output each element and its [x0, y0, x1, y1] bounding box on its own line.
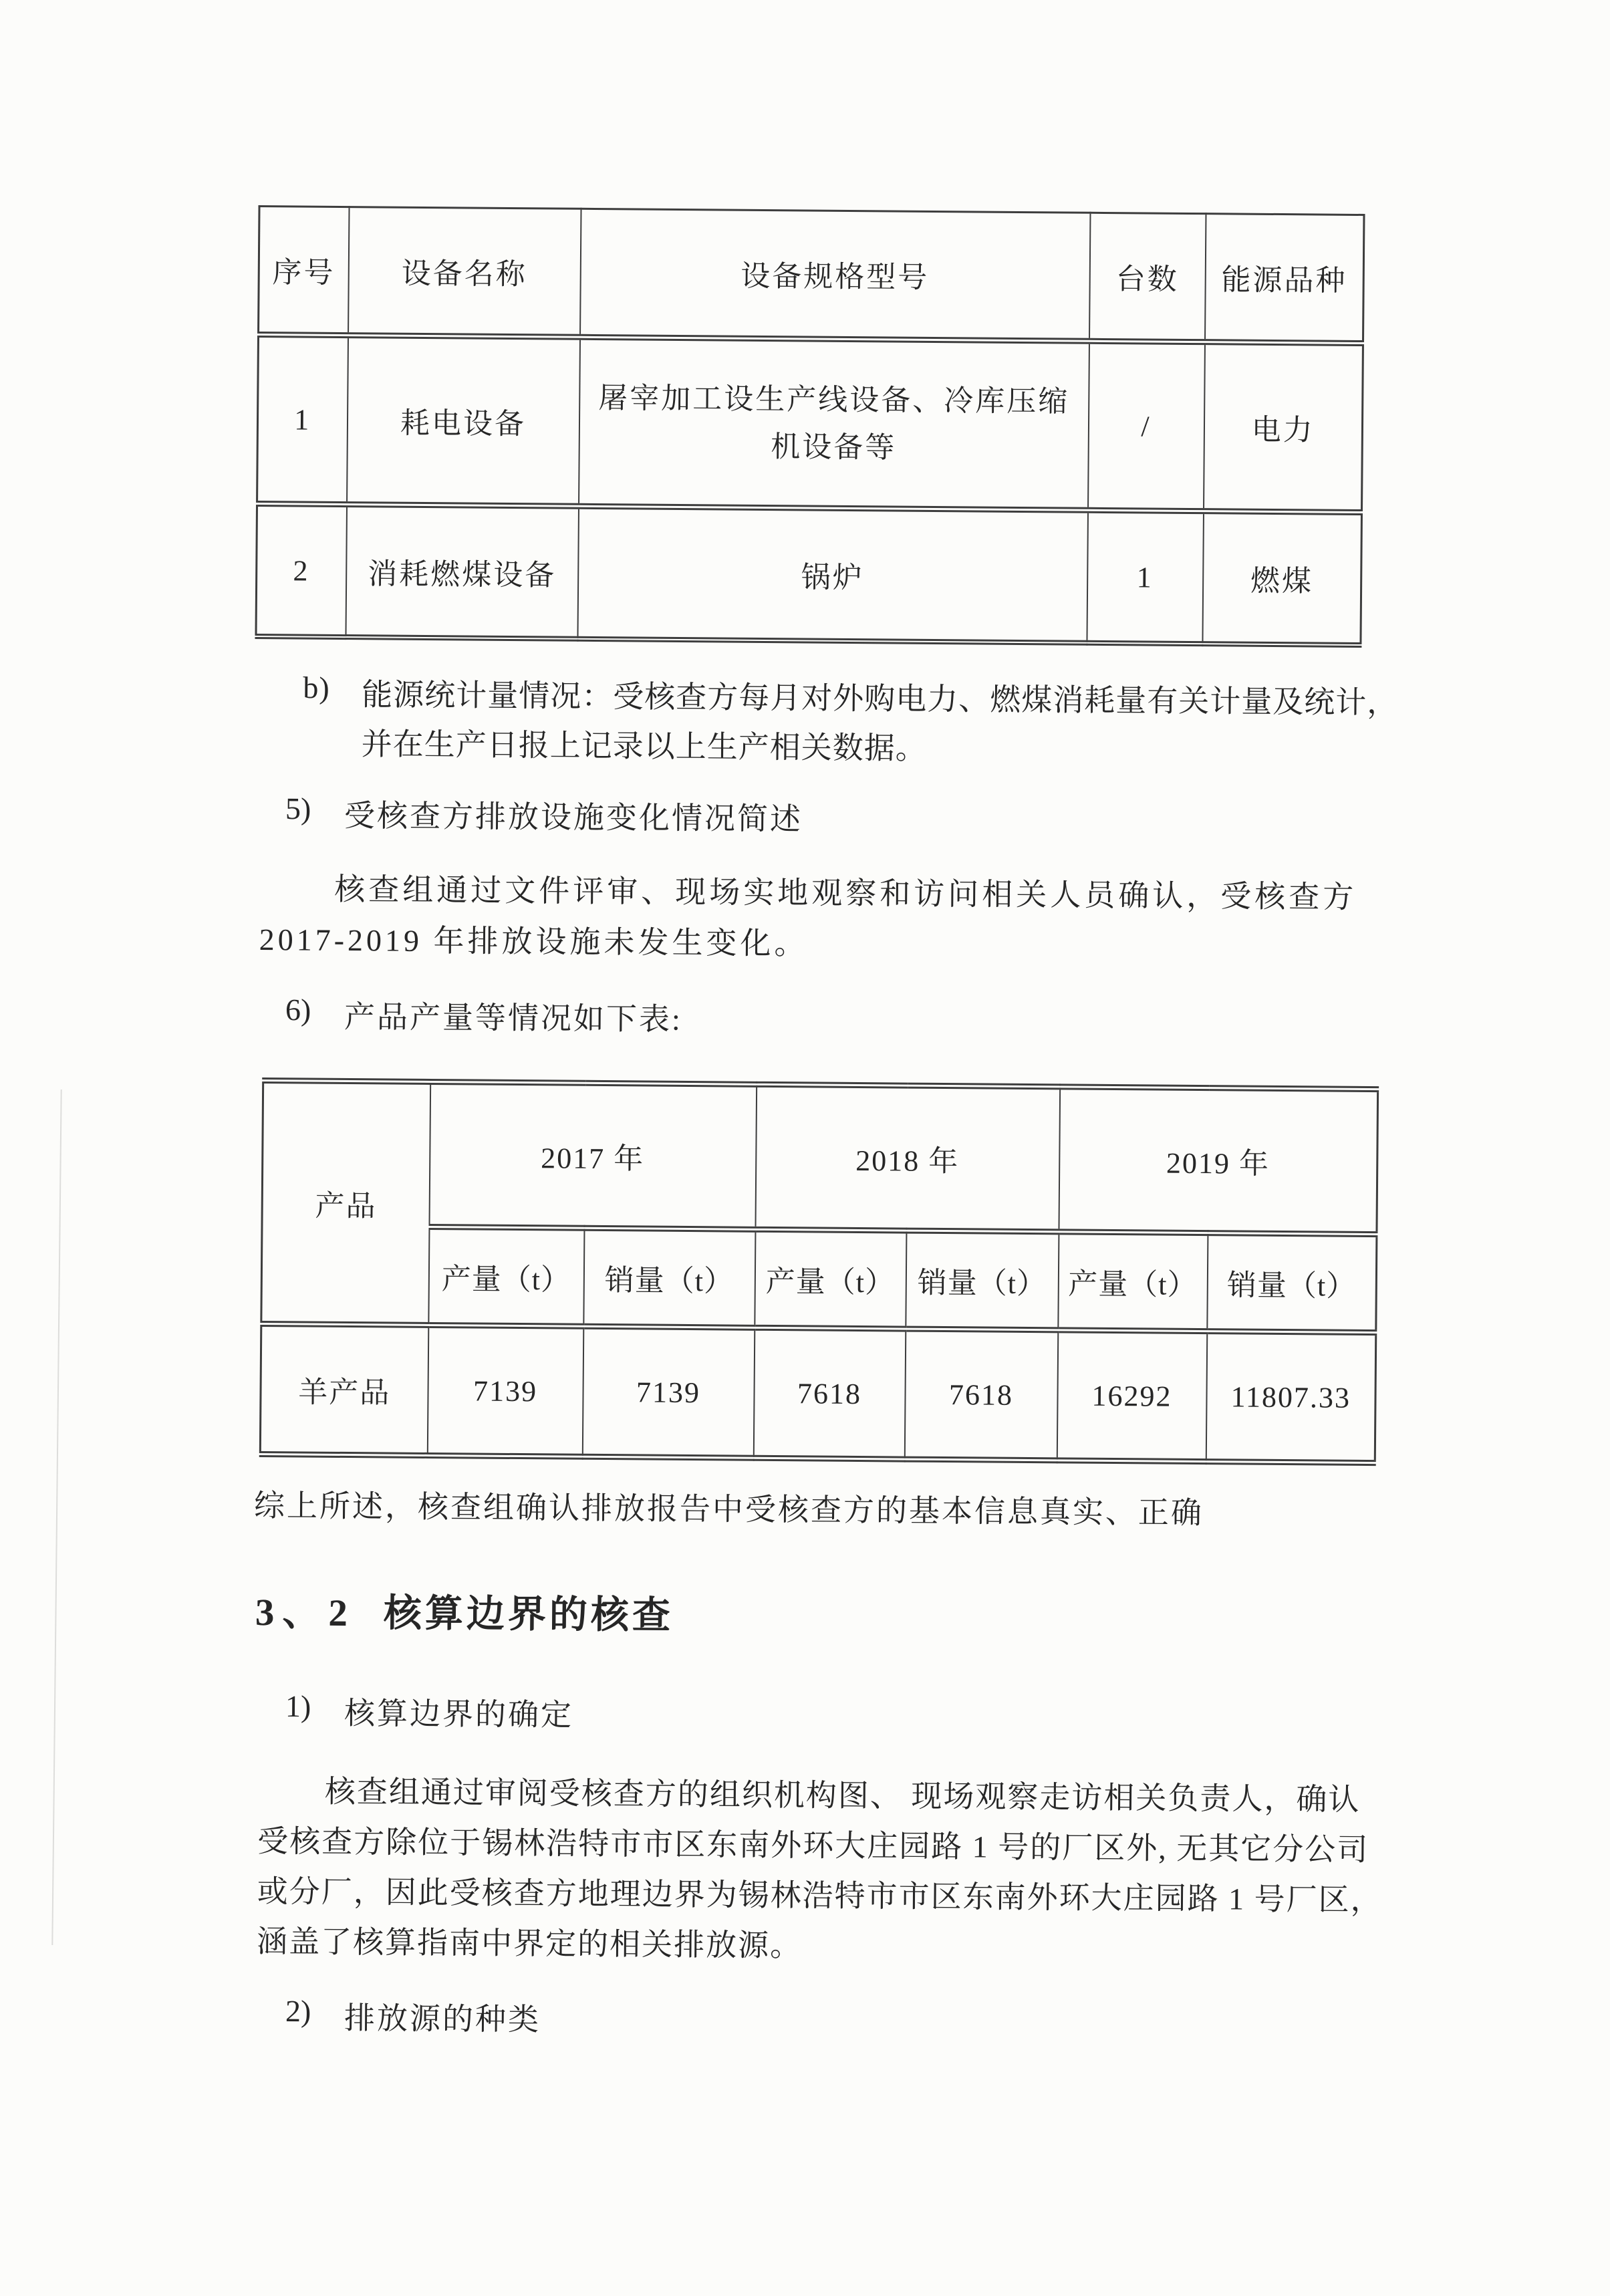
cell-equipment-count: 1	[1087, 510, 1204, 644]
table-row	[260, 1324, 1375, 1463]
cell-sales-2018: 7618	[904, 1329, 1058, 1460]
scan-artifact-line	[51, 1090, 61, 1945]
list-marker: 5)	[285, 791, 311, 826]
year-header-2017: 2017 年	[429, 1081, 757, 1229]
subheader-output-2017: 产量（t）	[428, 1227, 584, 1326]
products-corner-header: 产品	[261, 1081, 430, 1325]
paragraph-accounting-boundary	[257, 1766, 1383, 1975]
list-item-text	[361, 670, 1398, 777]
cell-product-name: 羊产品	[260, 1324, 428, 1456]
cell-equipment-spec: 锅炉	[577, 506, 1088, 642]
equipment-col-header-count: 台数	[1089, 213, 1206, 342]
summary-statement: 综上所述，核查组确认排放报告中受核查方的基本信息真实、正确	[253, 1489, 1204, 1531]
subheader-sales-2019: 销量（t）	[1207, 1233, 1377, 1333]
section-title: 核算边界的核查	[383, 1592, 674, 1637]
cell-row-no: 1	[257, 335, 348, 505]
text-line: 核查组通过文件评审、现场实地观察和访问相关人员确认，受核查方	[334, 872, 1357, 914]
section-heading	[255, 1581, 674, 1640]
list-marker: 6)	[285, 993, 311, 1027]
cell-sales-2019: 11807.33	[1206, 1331, 1376, 1463]
text-line: 或分厂，因此受核查方地理边界为锡林浩特市市区东南外环大庄园路 1 号厂区，	[257, 1874, 1383, 1918]
table-row	[256, 504, 1362, 645]
list-item-text: 核算边界的确定	[344, 1696, 574, 1733]
text-line: 2017-2019 年排放设施未发生变化。	[259, 922, 809, 961]
spec-line: 屠宰加工设生产线设备、冷库压缩	[598, 381, 1070, 418]
subheader-sales-2018: 销量（t）	[906, 1231, 1059, 1330]
products-table-subheader-row	[261, 1226, 1377, 1333]
text-line: 核查组通过审阅受核查方的组织机构图、 现场观察走访相关负责人，确认	[324, 1774, 1361, 1817]
equipment-col-header-no: 序号	[259, 207, 350, 336]
list-marker: 2)	[285, 1994, 311, 2029]
products-table	[259, 1077, 1379, 1466]
paragraph-emission-facilities	[259, 864, 1357, 974]
cell-equipment-count: /	[1088, 341, 1205, 511]
cell-energy-type: 电力	[1203, 342, 1363, 513]
cell-energy-type: 燃煤	[1202, 511, 1362, 645]
cell-output-2017: 7139	[427, 1325, 583, 1456]
cell-equipment-name: 消耗燃煤设备	[346, 505, 579, 639]
list-marker: b)	[303, 670, 330, 705]
text-line: 受核查方除位于锡林浩特市市区东南外环大庄园路 1 号的厂区外, 无其它分公司	[257, 1824, 1369, 1868]
cell-equipment-name: 耗电设备	[347, 336, 580, 507]
list-item-text: 受核查方排放设施变化情况简述	[344, 798, 803, 837]
equipment-col-header-energy: 能源品种	[1204, 214, 1364, 344]
list-item-b	[302, 670, 1398, 777]
cell-sales-2017: 7139	[582, 1326, 755, 1458]
list-item-1	[285, 1688, 574, 1735]
equipment-col-header-spec: 设备规格型号	[580, 209, 1090, 341]
cell-output-2018: 7618	[753, 1327, 906, 1459]
list-item-text: 产品产量等情况如下表:	[344, 999, 682, 1037]
table-row	[257, 335, 1363, 513]
spec-line: 机设备等	[771, 430, 897, 465]
subheader-output-2018: 产量（t）	[755, 1229, 906, 1329]
list-marker: 1)	[285, 1689, 311, 1724]
text-line: 涵盖了核算指南中界定的相关排放源。	[256, 1924, 803, 1963]
section-number: 3、2	[255, 1591, 356, 1635]
equipment-col-header-name: 设备名称	[348, 207, 581, 338]
list-item-2	[285, 1993, 541, 2039]
year-header-2019: 2019 年	[1059, 1087, 1378, 1235]
equipment-table-header-row	[259, 207, 1364, 344]
text-line: 并在生产日报上记录以上生产相关数据。	[361, 727, 927, 766]
year-header-2018: 2018 年	[755, 1084, 1060, 1232]
equipment-table	[255, 205, 1365, 648]
cell-row-no: 2	[256, 504, 347, 638]
list-item-5	[285, 791, 803, 839]
text-line: 能源统计量情况：受核查方每月对外购电力、燃煤消耗量有关计量及统计，	[362, 677, 1399, 720]
list-item-text: 排放源的种类	[344, 2001, 541, 2037]
subheader-output-2019: 产量（t）	[1058, 1232, 1208, 1331]
cell-equipment-spec	[579, 337, 1089, 510]
list-item-6	[285, 992, 682, 1039]
cell-output-2019: 16292	[1057, 1330, 1207, 1462]
products-table-year-row	[262, 1081, 1378, 1235]
subheader-sales-2017: 销量（t）	[583, 1228, 755, 1327]
